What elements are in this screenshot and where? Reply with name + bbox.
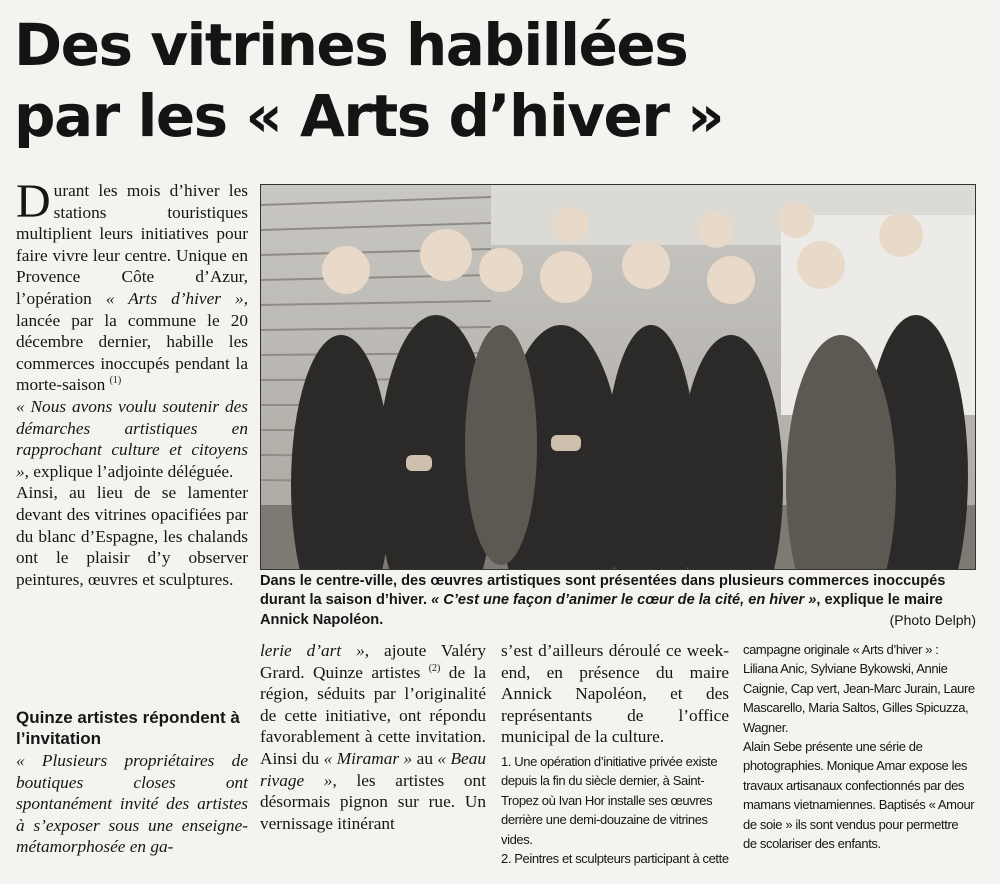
drop-cap: D bbox=[16, 175, 51, 228]
quote-paragraph bbox=[16, 396, 248, 482]
adjointe-quote: « Nous avons voulu soutenir des démarches artistiques en rapprochant culture et citoyens » bbox=[16, 396, 248, 481]
intro-text-end: , lancée par la commune le 20 décembre dernier, habille les commerces inoccupés pendant la morte-saison bbox=[16, 288, 249, 395]
footnotes bbox=[501, 752, 733, 868]
section2-col3 bbox=[501, 640, 729, 748]
galerie-quote-end: lerie d’art » bbox=[260, 641, 365, 660]
col2-text-a: , ajoute Valéry Grard. Quinze artistes bbox=[260, 641, 486, 682]
vernissage-paragraph: s’est d’ailleurs déroulé ce week-end, en présence du maire Annick Napoléon, et des représentants de l’office municipal de la culture. bbox=[501, 641, 729, 747]
quote-attribution: , explique l’adjointe déléguée. bbox=[24, 461, 234, 481]
col2-text-d: , les artistes ont désormais pignon sur rue. Un vernissage itinérant bbox=[260, 770, 486, 833]
footnote-1: 1. Une opération d’initiative privée existe depuis la fin du siècle dernier, à Saint-Tropez où Ivan Hor installe ses œuvres derrière une demi-douzaine de vitrines vides. bbox=[501, 754, 718, 847]
footnote-2-continued: campagne originale « Arts d’hiver » : Liliana Anic, Sylviane Bykowski, Annie Caignie, Cap vert, Jean-Marc Jurain, Laure Mascarello, Maria Saltos, Gilles Spicuzza, Wagner. bbox=[743, 642, 975, 735]
photo-credit: (Photo Delph) bbox=[889, 611, 976, 628]
caption-quote: « C’est une façon d’animer le cœur de la cité, en hiver » bbox=[431, 592, 817, 609]
footnotes-continued bbox=[743, 640, 975, 853]
footnote-ref-1: (1) bbox=[109, 375, 122, 387]
caption-end: , explique le maire Annick Napoléon. bbox=[260, 592, 943, 628]
intro-paragraph bbox=[16, 175, 249, 396]
headline-line-2: par les « Arts d’hiver » bbox=[14, 82, 724, 150]
photo-caption bbox=[260, 572, 976, 630]
proprietaires-quote: « Plusieurs propriétaires de boutiques closes ont spontanément invité des artistes à s’exposer sous une enseigne-métamorphosée en ga- bbox=[16, 751, 248, 857]
section2-col1 bbox=[16, 750, 248, 858]
headline-line-1: Des vitrines habillées bbox=[14, 11, 688, 79]
footnote-ref-2: (2) bbox=[428, 662, 441, 674]
footnote-2: 2. Peintres et sculpteurs participant à cette bbox=[501, 851, 729, 867]
col2-text-c: au bbox=[412, 748, 438, 768]
operation-name: « Arts d’hiver » bbox=[105, 288, 244, 308]
col2-text-b: de la région, séduits par l’originalité de cette initiative, ont répondu favorablement à cette invitation. Ainsi du bbox=[260, 662, 486, 768]
section2-col2-paragraph bbox=[260, 640, 486, 834]
shop-miramar: « Miramar » bbox=[323, 748, 413, 768]
group-photo bbox=[260, 184, 976, 570]
vitrines-paragraph: Ainsi, au lieu de se lamenter devant des vitrines opacifiées par du blanc d’Espagne, les chalands ont le plaisir d’y observer peintures, œuvres et sculptures. bbox=[16, 483, 248, 589]
footnote-3: Alain Sebe présente une série de photographies. Monique Amar expose les travaux artisanaux confectionnés par des mamans vietnamiennes. Baptisés « Amour de soie » ils sont vendus pour permettre de scolariser des enfants. bbox=[743, 739, 975, 852]
article-intro bbox=[16, 175, 249, 590]
section-subhead: Quinze artistes répondent à l’invitation bbox=[16, 708, 240, 748]
shop-beau-rivage: « Beau rivage » bbox=[260, 748, 486, 790]
group-photo-image bbox=[261, 185, 975, 569]
section2-col2 bbox=[260, 640, 486, 834]
intro-text: urant les mois d’hiver les stations touristiques multiplient leurs initiatives pour faire vivre leur centre. Unique en Provence Côte d’Azur, l’opération bbox=[16, 181, 248, 308]
caption-text: Dans le centre-ville, des œuvres artistiques sont présentées dans plusieurs commerces inoccupés durant la saison d’hiver. bbox=[260, 573, 946, 609]
